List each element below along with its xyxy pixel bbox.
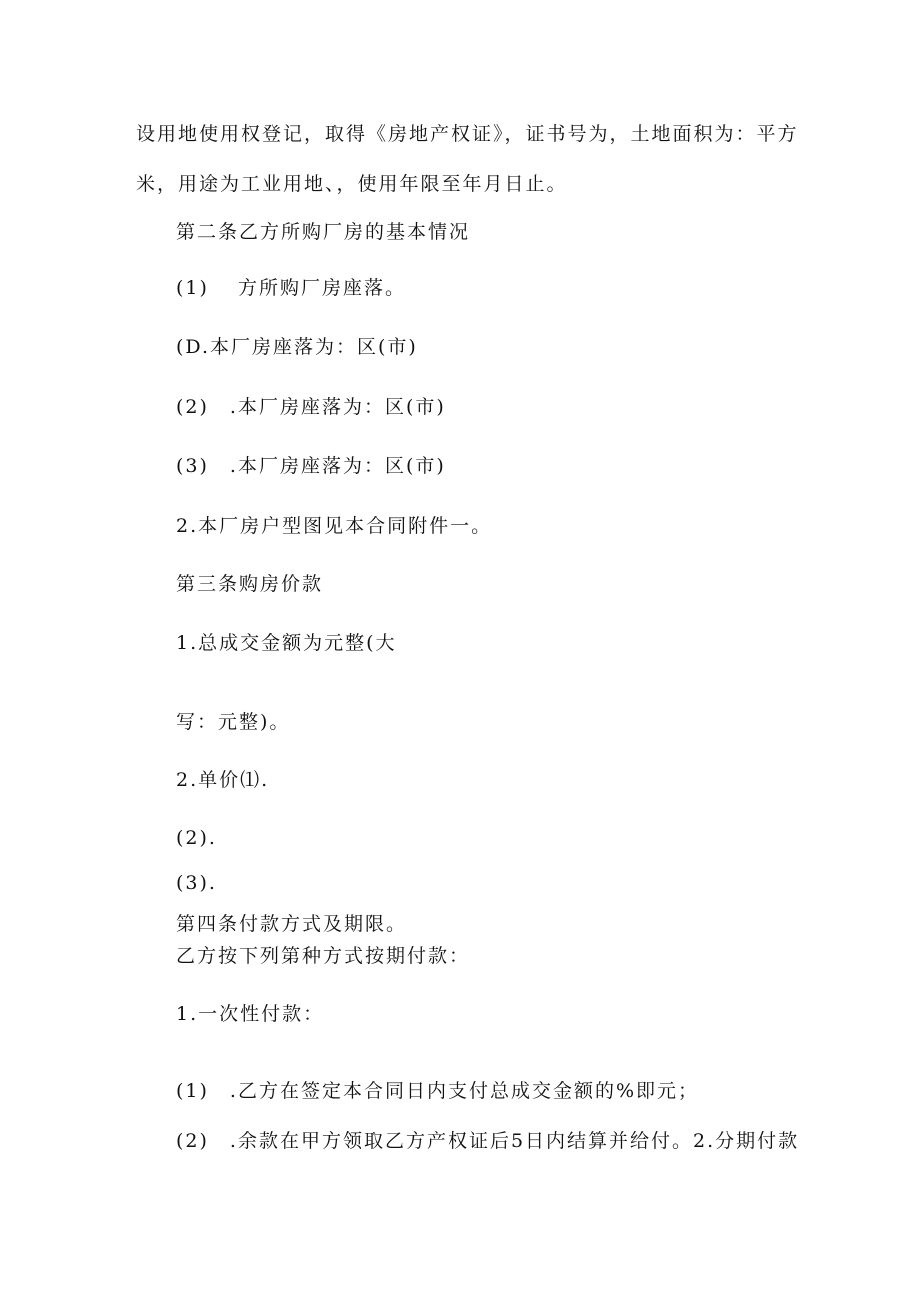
text-line-7: (3) .本厂房座落为：区(市) — [176, 455, 446, 477]
text-line-1: 设用地使用权登记，取得《房地产权证》，证书号为，土地面积为：平方 — [136, 123, 799, 145]
text-line-5: (D.本厂房座落为：区(市) — [176, 336, 418, 358]
text-line-19: (2) .余款在甲方领取乙方产权证后5日内结算并给付。2.分期付款 — [176, 1130, 800, 1152]
text-line-6: (2) .本厂房座落为：区(市) — [176, 396, 446, 418]
text-line-8: 2.本厂房户型图见本合同附件一。 — [176, 515, 493, 537]
text-line-17: 1.一次性付款： — [176, 1003, 325, 1025]
text-line-11: 写：元整)。 — [176, 711, 291, 733]
text-line-12: 2.单价⑴. — [176, 769, 270, 791]
text-line-18: (1) .乙方在签定本合同日内支付总成交金额的%即元； — [176, 1080, 700, 1102]
heading-article-4: 第四条付款方式及期限。 — [176, 913, 408, 935]
text-line-16: 乙方按下列第种方式按期付款： — [176, 945, 471, 967]
text-line-14: (3). — [176, 872, 217, 894]
text-line-13: (2). — [176, 827, 217, 849]
text-line-2: 米，用途为工业用地、，使用年限至年月日止。 — [136, 173, 568, 195]
text-line-4: (1) 方所购厂房座落。 — [176, 277, 406, 299]
heading-article-2: 第二条乙方所购厂房的基本情况 — [176, 221, 471, 243]
text-line-10: 1.总成交金额为元整(大 — [176, 632, 397, 654]
heading-article-3: 第三条购房价款 — [176, 573, 324, 595]
